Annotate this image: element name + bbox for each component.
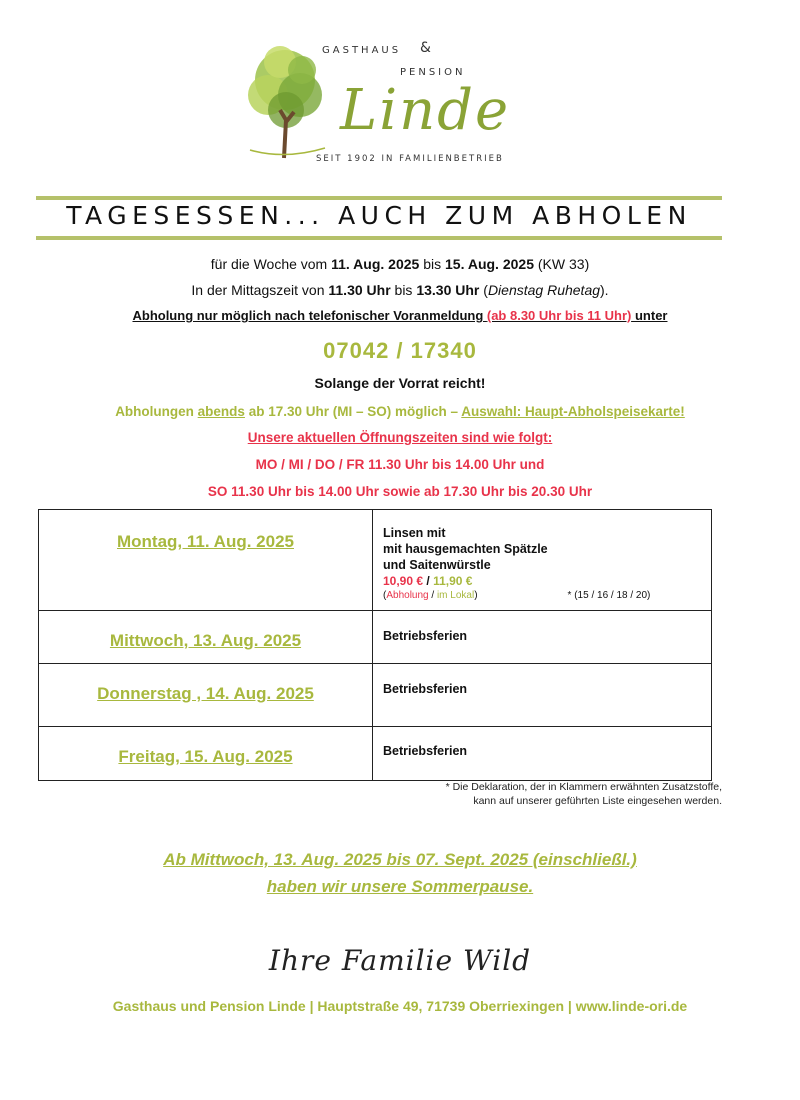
dish-notes <box>383 590 711 601</box>
evening-a: Abholungen <box>115 404 198 419</box>
footer-address: Gasthaus und Pension Linde | Hauptstraße 49, 71739 Oberriexingen | www.linde-ori.de <box>112 998 688 1014</box>
week-mid: bis <box>419 256 446 272</box>
stock-notice: Solange der Vorrat reicht! <box>314 375 486 391</box>
declaration-note <box>300 780 722 808</box>
evening-c: ab 17.30 Uhr (MI – SO) möglich – <box>244 404 462 419</box>
opening-hours-title: Unsere aktuellen Öffnungszeiten sind wie folgt: <box>247 430 553 445</box>
menu-day: Freitag, 15. Aug. 2025 <box>39 727 373 780</box>
pickup-text: Abholung nur möglich nach telefonischer Voranmeldung <box>132 308 487 323</box>
label-sep: / <box>428 590 437 601</box>
pickup-hours: (ab 8.30 Uhr bis 11 Uhr) <box>486 308 632 323</box>
menu-row <box>39 663 711 726</box>
summer-break-line1: Ab Mittwoch, 13. Aug. 2025 bis 07. Sept. 2025 (einschließl.) <box>163 850 637 869</box>
menu-day: Montag, 11. Aug. 2025 <box>39 510 373 610</box>
divider-bottom <box>36 236 722 240</box>
dish-line: und Saitenwürstle <box>383 558 491 572</box>
menu-day: Mittwoch, 13. Aug. 2025 <box>39 611 373 663</box>
declaration-line2: kann auf unserer geführten Liste eingesehen werden. <box>473 795 722 807</box>
week-start: 11. Aug. 2025 <box>331 256 420 272</box>
dish-line: mit hausgemachten Spätzle <box>383 542 548 556</box>
menu-row <box>39 610 711 663</box>
linden-tree-icon <box>240 40 330 160</box>
time-rest-open: ( <box>479 282 488 298</box>
divider-top <box>36 196 722 200</box>
declaration-line1: * Die Deklaration, der in Klammern erwähnten Zusatzstoffe, <box>445 781 722 793</box>
evening-b: abends <box>197 404 245 419</box>
logo-pension: PENSION <box>400 67 466 78</box>
time-mid: bis <box>390 282 417 298</box>
time-rest-close: ). <box>600 282 609 298</box>
menu-table <box>38 509 712 781</box>
menu-day: Donnerstag , 14. Aug. 2025 <box>39 664 373 726</box>
logo-name: Linde <box>340 78 511 143</box>
price-pickup: 10,90 € <box>383 574 424 588</box>
menu-row <box>39 510 711 610</box>
logo-since: SEIT 1902 IN FAMILIENBETRIEB <box>316 154 504 164</box>
signature: Ihre Familie Wild <box>268 944 532 977</box>
week-prefix: für die Woche vom <box>210 256 332 272</box>
page-title: TAGESESSEN... AUCH ZUM ABHOLEN <box>66 201 692 230</box>
menu-dish: Betriebsferien <box>383 744 468 758</box>
label-local: im Lokal <box>436 590 475 601</box>
time-prefix: In der Mittagszeit von <box>191 282 329 298</box>
dish-line: Linsen mit <box>383 526 446 540</box>
summer-break-line2: haben wir unsere Sommerpause. <box>266 877 534 896</box>
pickup-line <box>0 308 800 323</box>
additives-note: * (15 / 16 / 18 / 20) <box>567 590 651 601</box>
label-pickup: Abholung <box>386 590 429 601</box>
evening-d: Auswahl: Haupt-Abholspeisekarte! <box>461 404 685 419</box>
menu-dish: Betriebsferien <box>383 629 468 643</box>
label-open: ( <box>383 590 387 601</box>
time-to: 13.30 Uhr <box>416 282 480 298</box>
time-rest: Dienstag Ruhetag <box>487 282 601 298</box>
week-suffix: (KW 33) <box>534 256 590 272</box>
opening-hours-line2: SO 11.30 Uhr bis 14.00 Uhr sowie ab 17.30 Uhr bis 20.30 Uhr <box>207 484 593 499</box>
time-from: 11.30 Uhr <box>328 282 391 298</box>
price-local: 11,90 € <box>433 574 473 588</box>
label-close: ) <box>474 590 478 601</box>
menu-dish <box>373 510 711 610</box>
dish-price <box>383 574 711 588</box>
menu-row <box>39 726 711 780</box>
price-sep: / <box>423 574 434 588</box>
week-end: 15. Aug. 2025 <box>445 256 534 272</box>
time-line <box>0 282 800 298</box>
week-line <box>0 256 800 272</box>
logo-ampersand: & <box>420 40 431 56</box>
menu-dish: Betriebsferien <box>383 682 468 696</box>
evening-pickup <box>0 404 800 419</box>
logo-gasthaus: GASTHAUS <box>322 45 402 56</box>
phone-number[interactable]: 07042 / 17340 <box>323 338 477 363</box>
opening-hours-line1: MO / MI / DO / FR 11.30 Uhr bis 14.00 Uhr und <box>255 457 545 472</box>
pickup-end: unter <box>631 308 668 323</box>
